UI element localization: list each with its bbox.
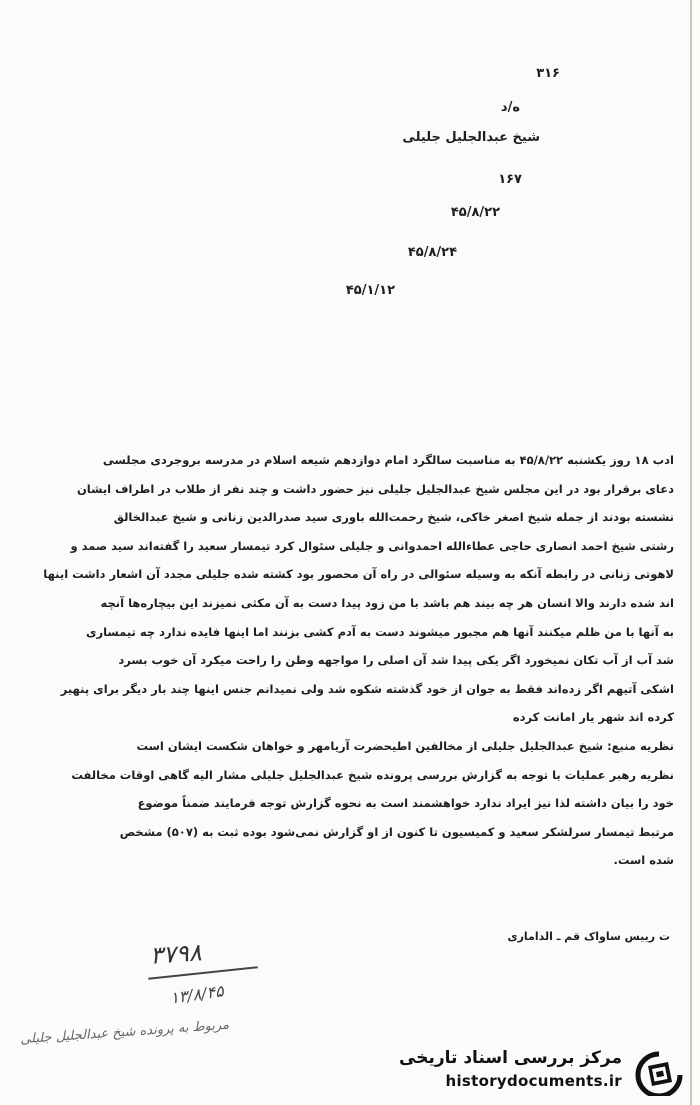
- signature-line: ت رییس ساواک قم ـ الداماری: [507, 930, 670, 943]
- body-line: لاهوتی زنانی در رابطه آنکه به وسیله سئوالی در راه آن محصور بود کشته شده جلیلی مجدد آن اشعار داشت اینها: [43, 567, 674, 582]
- archive-logo-icon: [634, 1050, 684, 1096]
- body-line: شد آب از آب تکان نمیخورد اگر یکی پیدا شد آن اصلی را مواجهه وطن را راحت میکرد آن خوب بسرد: [118, 653, 674, 668]
- document-date-3: ۴۵/۱/۱۲: [345, 283, 395, 298]
- body-line: ادب ۱۸ روز یکشنبه ۴۵/۸/۲۲ به مناسبت سالگرد امام دوازدهم شیعه اسلام در مدرسه بروجردی مجلسی: [102, 453, 674, 467]
- body-line: شده است.: [613, 853, 674, 868]
- stamp-date: ۱۳/۸/۴۵: [168, 981, 225, 1008]
- document-number: ۳۱۶: [536, 66, 560, 81]
- archive-name: مرکز بررسی اسناد تاریخی: [399, 1048, 622, 1068]
- body-line: اشکی آتیهم اگر زده‌اند فقط به جوان از خود گذشته شکوه شد ولی نمیدانم جنس اینها چند بار دیگر برای پنهیر: [60, 681, 674, 696]
- body-line: نظریه منبع: شیخ عبدالجلیل جلیلی از مخالفین اطیحضرت آریامهر و خواهان شکست ایشان است: [136, 738, 674, 753]
- body-line: رشتی شیخ احمد انصاری حاجی عطاءالله احمدوانی و جلیلی سئوال کرد تیمسار سعید را گفته‌اند سید صمد و: [70, 538, 674, 553]
- handwritten-note: مربوط به پرونده شیخ عبدالجلیل جلیلی: [19, 1017, 230, 1048]
- body-line: به آنها با من ظلم میکنند آنها هم مجبور میشوند دست به آدم کشی بزنند اما اینها فایده ندارد چه تیمساری: [85, 624, 674, 639]
- body-line: نظریه رهبر عملیات با توجه به گزارش بررسی پرونده شیخ عبدالجلیل جلیلی مشار الیه گاهی اوقات مخالفت: [71, 767, 674, 782]
- page-edge-line: [690, 0, 692, 1105]
- body-line: دعای برقرار بود در این مجلس شیخ عبدالجلیل جلیلی نیز حضور داشت و چند نفر از طلاب در اطراف ایشان: [76, 481, 674, 496]
- stamp-number: ۳۷۹۸: [149, 938, 203, 970]
- document-date-1: ۴۵/۸/۲۲: [450, 205, 500, 220]
- document-code: ۱۶۷: [498, 172, 522, 187]
- archive-url: historydocuments.ir: [445, 1072, 622, 1090]
- document-reference: ه/د: [500, 100, 520, 115]
- report-body: [24, 446, 674, 875]
- body-line: خود را بیان داشته لذا نیز ایراد ندارد خواهشمند است به نحوه گزارش توجه فرمایند ضمناً موضوع: [137, 796, 674, 811]
- document-date-2: ۴۵/۸/۲۴: [407, 245, 457, 260]
- subject-name: شیخ عبدالجلیل جلیلی: [402, 130, 540, 145]
- body-line: نشسته بودند از جمله شیخ اصغر خاکی، شیخ رحمت‌الله باوری سید صدرالدین زنانی و شیخ عبدالخالق: [113, 510, 674, 525]
- body-line: اند شده دارند والا انسان هر چه بیند هم باشد با من زود پیدا دست به آن مکثی نمیزند این بیچاره‌ها آنچه: [100, 595, 674, 610]
- body-line: کرده اند شهر یار امانت کرده: [512, 710, 674, 725]
- body-line: مرتبط تیمسار سرلشکر سعید و کمیسیون تا کنون از او گزارش نمی‌شود بوده ثبت به (۵۰۷) مشخص: [119, 824, 674, 839]
- archive-watermark: [386, 1048, 686, 1098]
